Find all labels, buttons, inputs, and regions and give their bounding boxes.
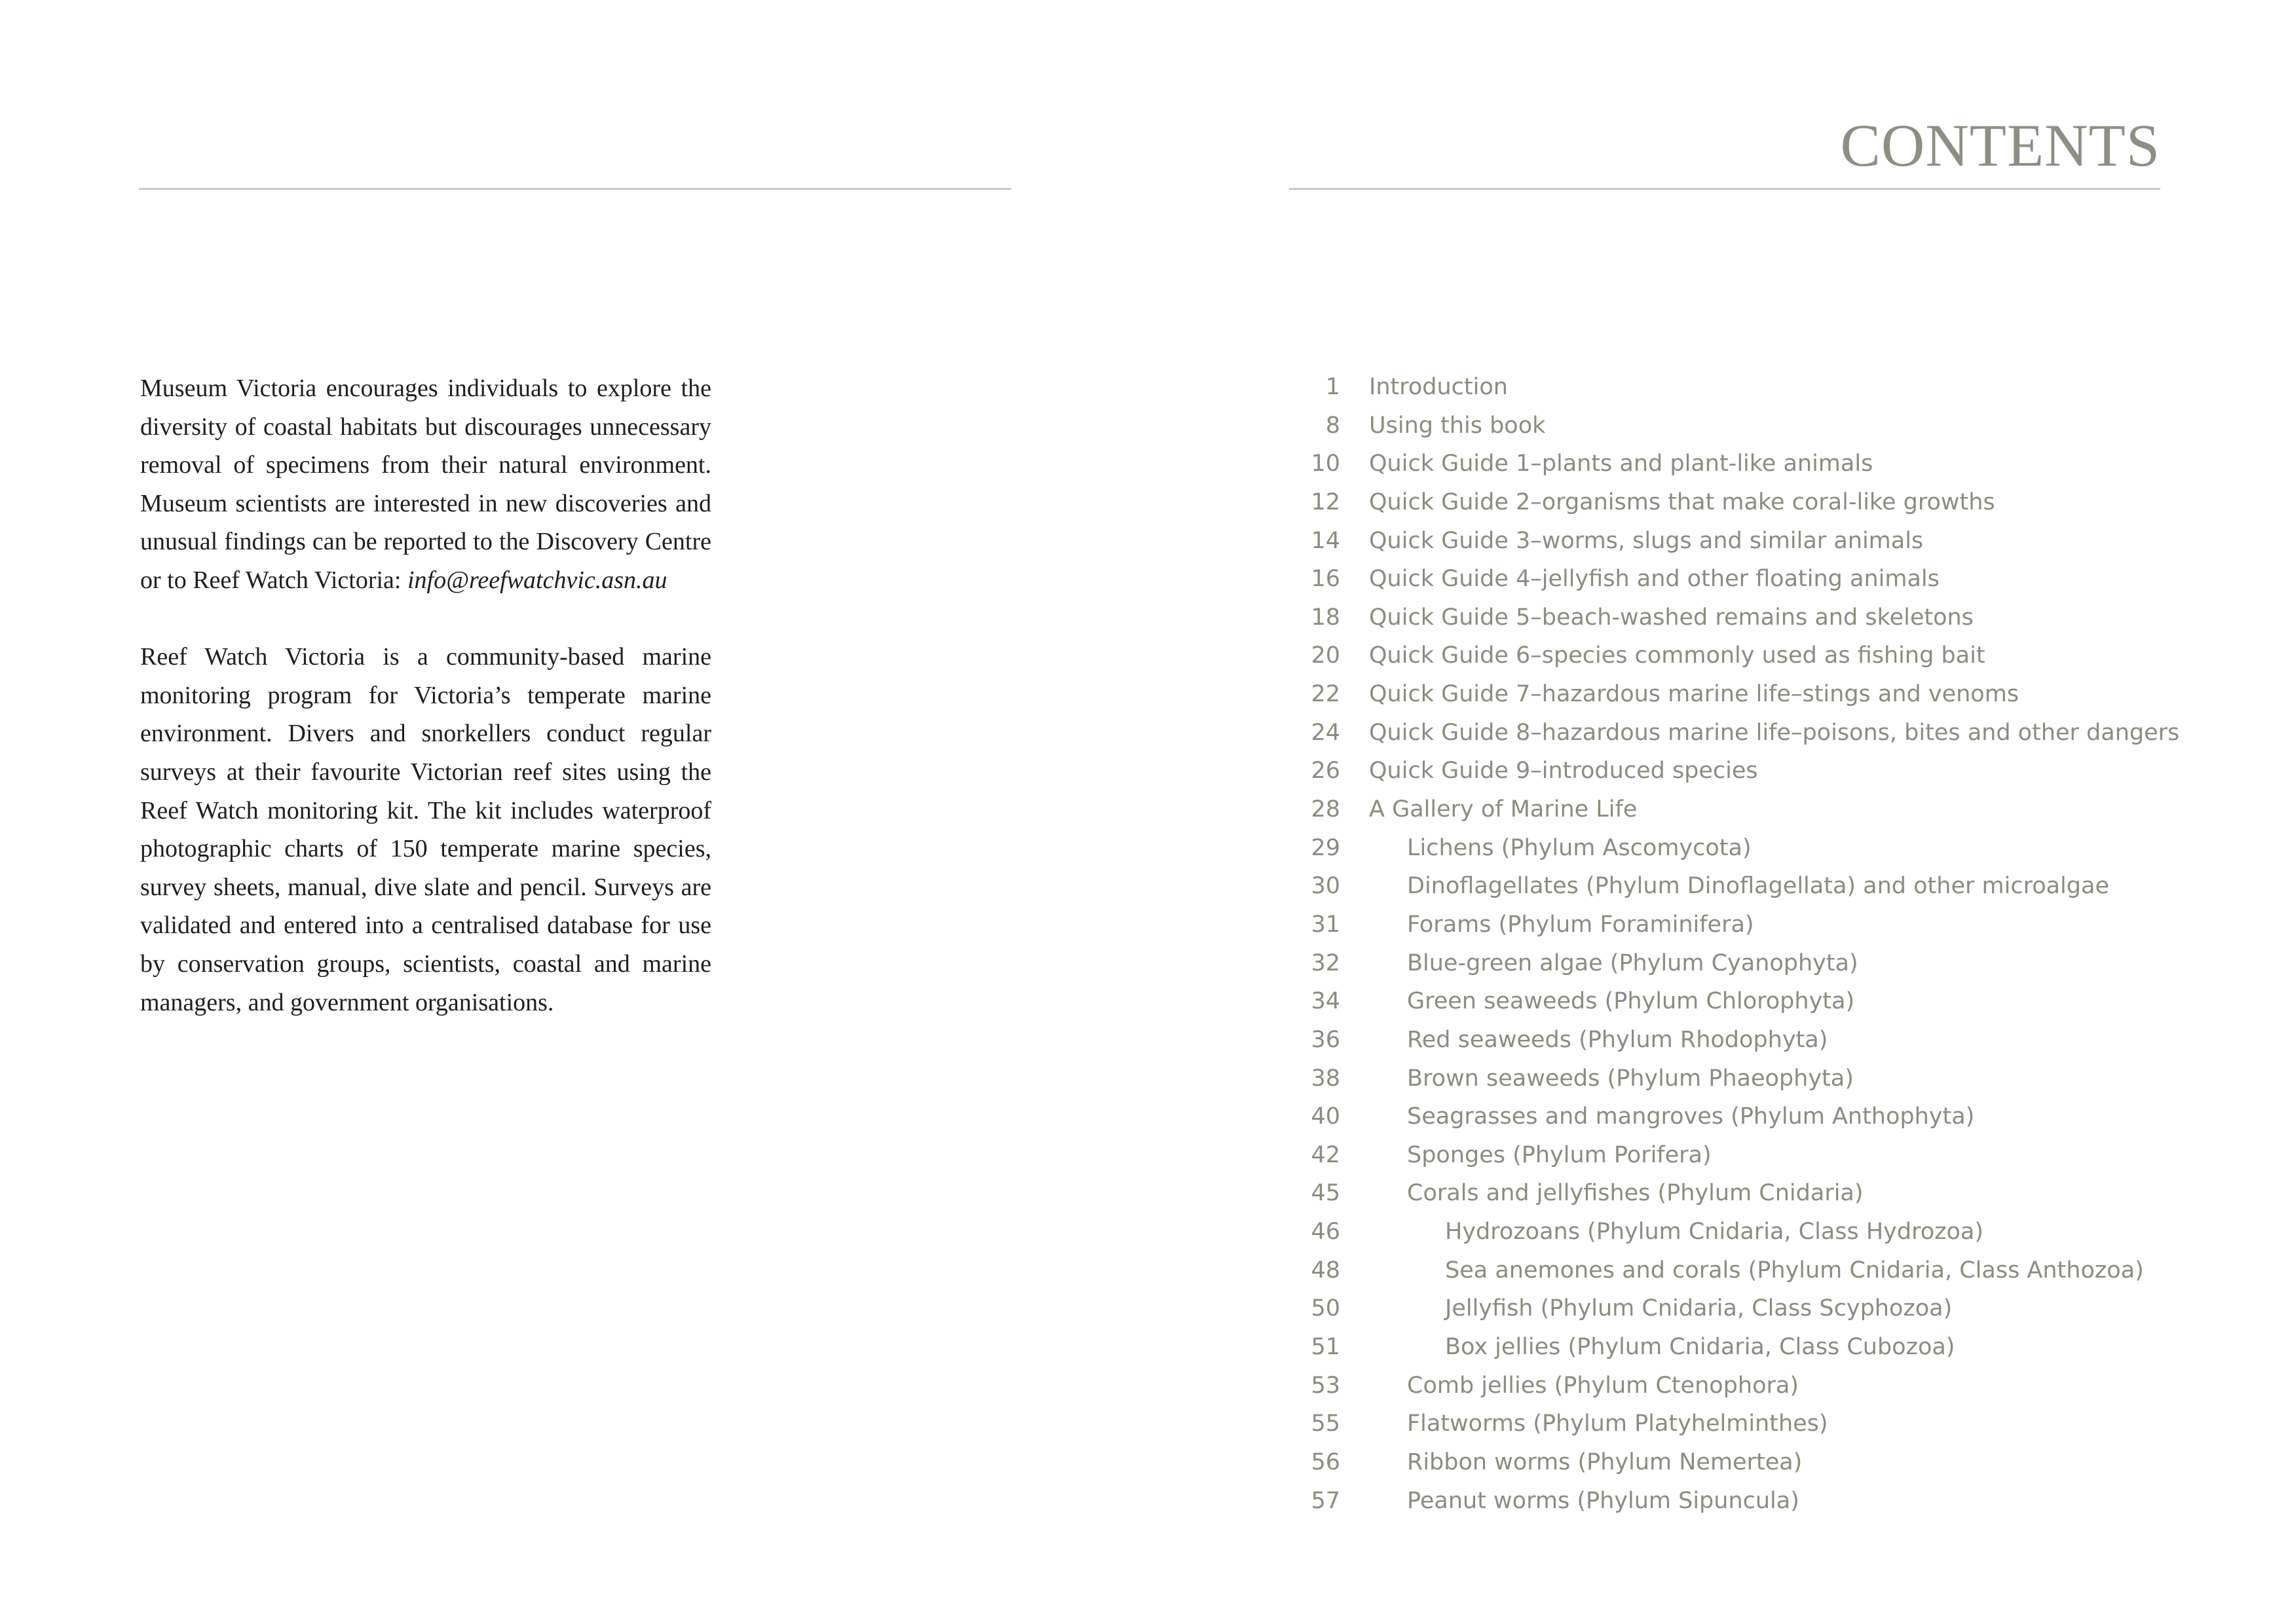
intro-paragraph-reef-watch: Reef Watch Victoria is a community-based marine monitoring program for Victoria’s temperate marine environment. Divers and snorkellers conduct regular surveys at their favourite Victorian reef sites using the Reef Watch monitoring kit. The kit includes waterproof photographic charts of 150 temperate marine species, survey sheets, manual, dive slate and pencil. Surveys are validated and entered into a centralised database for use by conservation groups, scientists, coastal and marine managers, and government organisations. xyxy=(140,643,711,1016)
toc-entry-title: Using this book xyxy=(1369,412,1546,439)
toc-entry xyxy=(1284,1251,2201,1290)
toc-page-number: 24 xyxy=(1311,719,1340,746)
toc-entry-title: Brown seaweeds (Phylum Phaeophyta) xyxy=(1407,1065,1854,1092)
toc-entry-title: Comb jellies (Phylum Ctenophora) xyxy=(1407,1372,1799,1399)
toc-page-number: 46 xyxy=(1311,1219,1340,1246)
toc-page-number: 29 xyxy=(1311,834,1340,861)
toc-entry xyxy=(1284,867,2201,906)
toc-entry-title: A Gallery of Marine Life xyxy=(1369,796,1638,823)
toc-entry xyxy=(1284,1213,2201,1251)
toc-entry-title: Quick Guide 6–species commonly used as fishing bait xyxy=(1369,642,1985,669)
table-of-contents xyxy=(1284,368,2201,1520)
toc-page-number: 10 xyxy=(1311,451,1340,477)
toc-entry xyxy=(1284,675,2201,714)
toc-page-number: 57 xyxy=(1311,1487,1340,1514)
toc-page-number: 8 xyxy=(1325,412,1340,439)
toc-entry-title: Quick Guide 5–beach-washed remains and skeletons xyxy=(1369,604,1974,631)
toc-entry xyxy=(1284,1482,2201,1521)
reef-watch-email: info@reefwatchvic.asn.au xyxy=(407,566,667,594)
toc-entry xyxy=(1284,637,2201,675)
intro-paragraph-museum xyxy=(140,369,711,600)
toc-entry-title: Quick Guide 4–jellyfish and other floating animals xyxy=(1369,566,1940,593)
toc-page-number: 20 xyxy=(1311,642,1340,669)
toc-entry-title: Seagrasses and mangroves (Phylum Anthophyta) xyxy=(1407,1103,1975,1130)
toc-page-number: 53 xyxy=(1311,1372,1340,1399)
toc-entry-title: Quick Guide 3–worms, slugs and similar animals xyxy=(1369,527,1924,554)
toc-entry xyxy=(1284,1021,2201,1060)
toc-entry-title: Quick Guide 1–plants and plant-like animals xyxy=(1369,451,1873,477)
toc-entry xyxy=(1284,1289,2201,1328)
toc-entry-title: Quick Guide 7–hazardous marine life–stings and venoms xyxy=(1369,681,2019,708)
toc-entry-title: Lichens (Phylum Ascomycota) xyxy=(1407,834,1752,861)
toc-entry-title: Quick Guide 2–organisms that make coral-like growths xyxy=(1369,489,1995,515)
toc-page-number: 40 xyxy=(1311,1103,1340,1130)
toc-entry xyxy=(1284,1060,2201,1098)
toc-entry-title: Quick Guide 9–introduced species xyxy=(1369,758,1758,784)
toc-entry-title: Hydrozoans (Phylum Cnidaria, Class Hydrozoa) xyxy=(1445,1219,1984,1246)
toc-page-number: 45 xyxy=(1311,1180,1340,1207)
left-page-header-rule xyxy=(139,188,1011,190)
toc-entry xyxy=(1284,1328,2201,1367)
toc-page-number: 50 xyxy=(1311,1295,1340,1322)
toc-page-number: 48 xyxy=(1311,1257,1340,1283)
toc-page-number: 18 xyxy=(1311,604,1340,631)
toc-entry xyxy=(1284,714,2201,752)
toc-page-number: 32 xyxy=(1311,950,1340,976)
toc-entry xyxy=(1284,407,2201,445)
toc-page-number: 34 xyxy=(1311,988,1340,1015)
toc-entry-title: Box jellies (Phylum Cnidaria, Class Cubozoa) xyxy=(1445,1334,1955,1361)
toc-entry xyxy=(1284,944,2201,983)
toc-page-number: 42 xyxy=(1311,1141,1340,1168)
toc-entry-title: Peanut worms (Phylum Sipuncula) xyxy=(1407,1487,1799,1514)
toc-entry-title: Dinoflagellates (Phylum Dinoflagellata) and other microalgae xyxy=(1407,873,2109,900)
contents-heading: CONTENTS xyxy=(1840,112,2160,179)
toc-entry-title: Corals and jellyfishes (Phylum Cnidaria) xyxy=(1407,1180,1864,1207)
toc-entry-title: Sponges (Phylum Porifera) xyxy=(1407,1141,1712,1168)
intro-text-block xyxy=(140,369,711,1060)
toc-page-number: 12 xyxy=(1311,489,1340,515)
toc-entry-title: Blue-green algae (Phylum Cyanophyta) xyxy=(1407,950,1858,976)
toc-entry xyxy=(1284,522,2201,561)
toc-entry-title: Green seaweeds (Phylum Chlorophyta) xyxy=(1407,988,1855,1015)
toc-entry xyxy=(1284,560,2201,599)
toc-entry xyxy=(1284,483,2201,522)
toc-page-number: 14 xyxy=(1311,527,1340,554)
toc-entry-title: Forams (Phylum Foraminifera) xyxy=(1407,911,1754,938)
toc-entry-title: Ribbon worms (Phylum Nemertea) xyxy=(1407,1449,1803,1475)
toc-entry xyxy=(1284,1098,2201,1136)
toc-page-number: 51 xyxy=(1311,1334,1340,1361)
toc-page-number: 16 xyxy=(1311,566,1340,593)
toc-page-number: 30 xyxy=(1311,873,1340,900)
toc-entry xyxy=(1284,906,2201,944)
toc-entry xyxy=(1284,982,2201,1021)
toc-entry-title: Sea anemones and corals (Phylum Cnidaria, Class Anthozoa) xyxy=(1445,1257,2144,1283)
toc-entry-title: Introduction xyxy=(1369,374,1508,400)
toc-page-number: 56 xyxy=(1311,1449,1340,1475)
toc-entry-title: Flatworms (Phylum Platyhelminthes) xyxy=(1407,1411,1828,1437)
toc-entry xyxy=(1284,368,2201,407)
toc-entry xyxy=(1284,445,2201,483)
toc-entry xyxy=(1284,829,2201,868)
toc-entry xyxy=(1284,1405,2201,1443)
toc-entry xyxy=(1284,790,2201,829)
toc-page-number: 1 xyxy=(1325,374,1340,400)
intro-paragraph-museum-text: Museum Victoria encourages individuals to explore the diversity of coastal habitats but discourages unnecessary removal of specimens from their natural environment. Museum scientists are interested in new discoveries and unusual findings can be reported to the Discovery Centre or to Reef Watch Victoria: xyxy=(140,375,711,594)
toc-entry-title: Quick Guide 8–hazardous marine life–poisons, bites and other dangers xyxy=(1369,719,2180,746)
toc-page-number: 36 xyxy=(1311,1026,1340,1053)
toc-entry xyxy=(1284,1443,2201,1482)
toc-page-number: 22 xyxy=(1311,681,1340,708)
toc-entry xyxy=(1284,599,2201,637)
toc-entry-title: Jellyfish (Phylum Cnidaria, Class Scyphozoa) xyxy=(1445,1295,1953,1322)
toc-page-number: 31 xyxy=(1311,911,1340,938)
toc-entry xyxy=(1284,1367,2201,1405)
right-page-header-rule xyxy=(1289,188,2160,190)
toc-page-number: 38 xyxy=(1311,1065,1340,1092)
toc-entry xyxy=(1284,1174,2201,1213)
toc-page-number: 28 xyxy=(1311,796,1340,823)
toc-entry-title: Red seaweeds (Phylum Rhodophyta) xyxy=(1407,1026,1828,1053)
toc-entry xyxy=(1284,752,2201,790)
toc-page-number: 55 xyxy=(1311,1411,1340,1437)
toc-page-number: 26 xyxy=(1311,758,1340,784)
toc-entry xyxy=(1284,1136,2201,1175)
